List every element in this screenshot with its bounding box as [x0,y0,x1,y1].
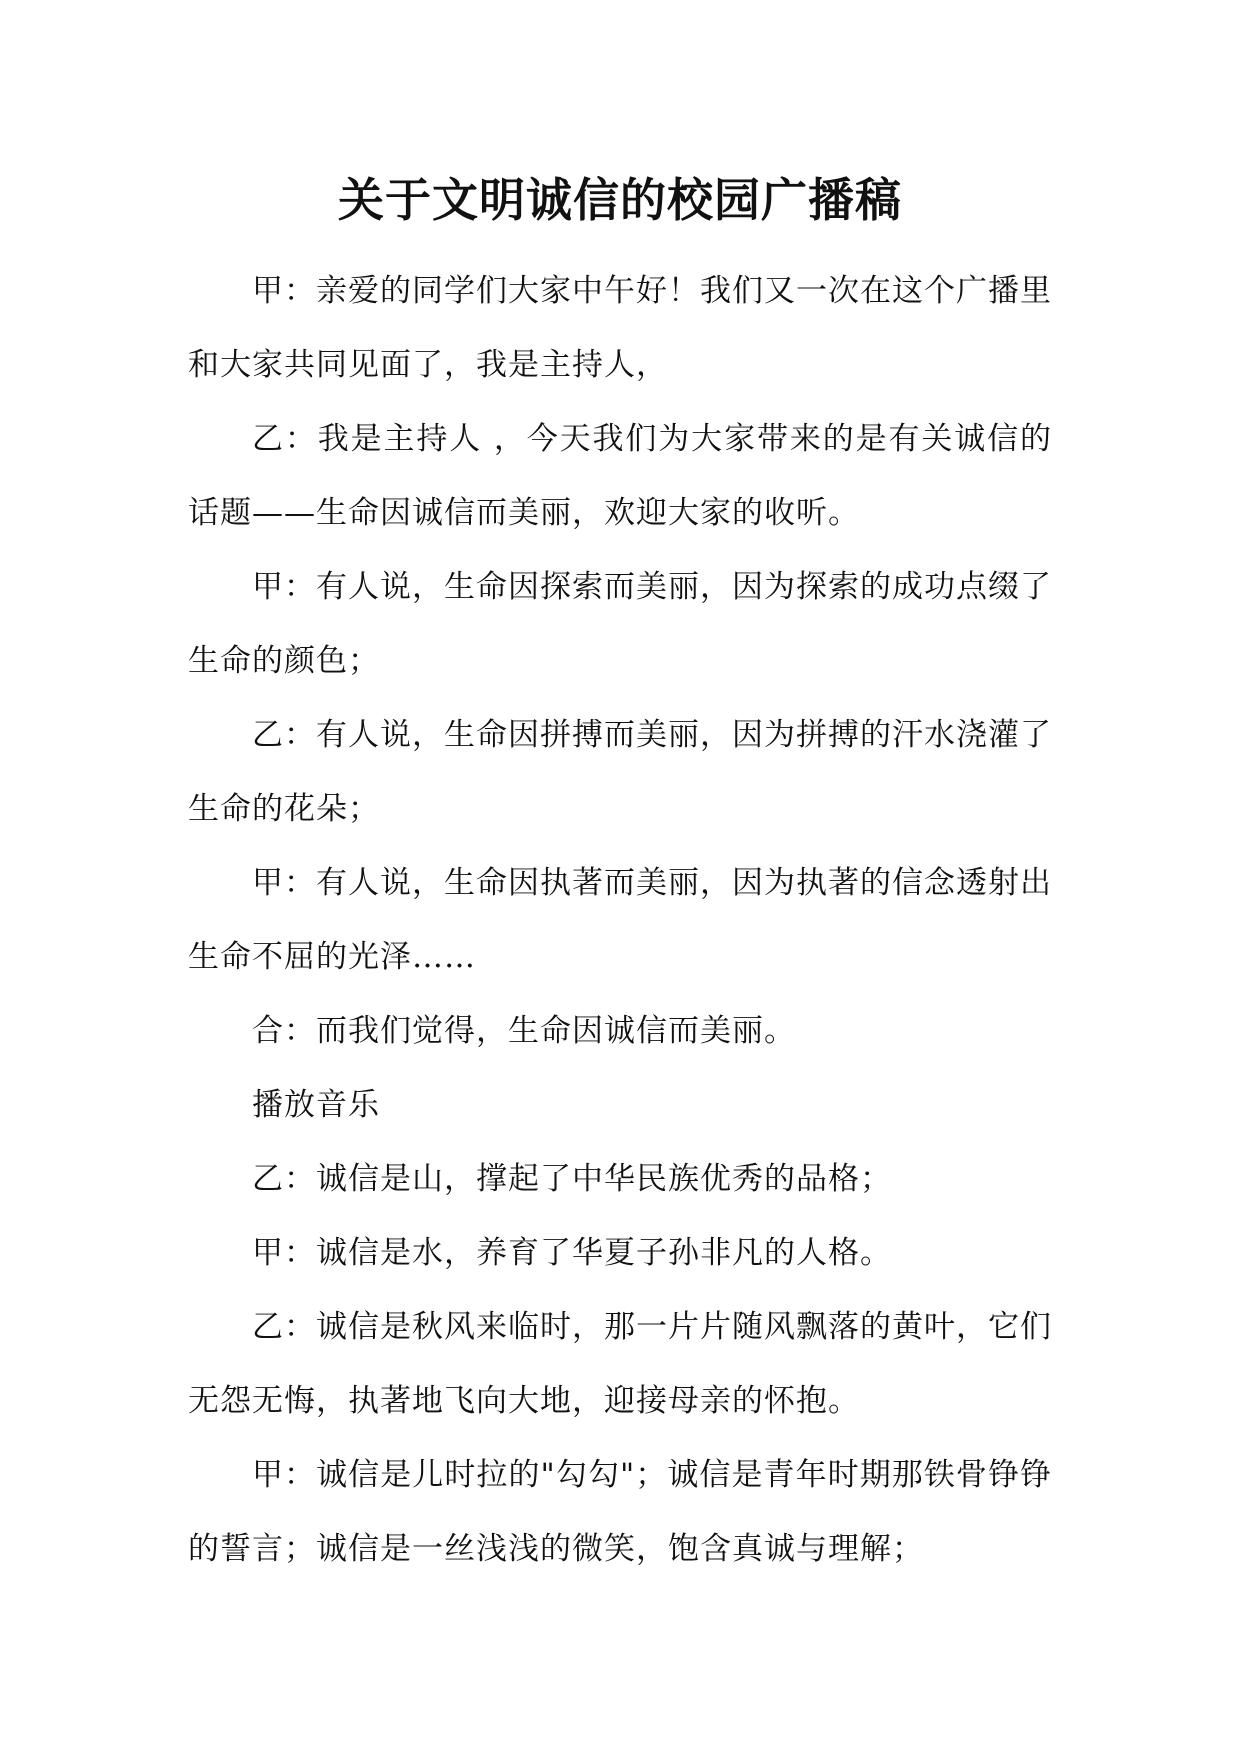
paragraph-10: 乙：诚信是秋风来临时，那一片片随风飘落的黄叶，它们无怨无悔，执著地飞向大地，迎接母亲的怀抱。 [188,1309,1052,1419]
paragraph-9: 甲：诚信是水，养育了华夏子孙非凡的人格。 [252,1235,892,1271]
paragraph-4: 乙：有人说，生命因拼搏而美丽，因为拼搏的汗水浇灌了生命的花朵； [188,717,1052,827]
paragraph-11: 甲：诚信是儿时拉的"勾勾"；诚信是青年时期那铁骨铮铮的誓言；诚信是一丝浅浅的微笑，饱含真诚与理解； [188,1457,1052,1567]
paragraph-5: 甲：有人说，生命因执著而美丽，因为执著的信念透射出生命不屈的光泽…… [188,865,1052,975]
document-body [188,254,1052,1586]
document-title: 关于文明诚信的校园广播稿 [338,173,902,227]
paragraph-1: 甲：亲爱的同学们大家中午好！我们又一次在这个广播里和大家共同见面了，我是主持人， [188,273,1052,383]
paragraph-6: 合：而我们觉得，生命因诚信而美丽。 [252,1013,796,1049]
paragraph-3: 甲：有人说，生命因探索而美丽，因为探索的成功点缀了生命的颜色； [188,569,1052,679]
paragraph-7: 播放音乐 [252,1087,380,1123]
paragraph-8: 乙：诚信是山，撑起了中华民族优秀的品格； [252,1161,892,1197]
paragraph-2: 乙：我是主持人 ，今天我们为大家带来的是有关诚信的话题——生命因诚信而美丽，欢迎大家的收听。 [188,421,1052,531]
